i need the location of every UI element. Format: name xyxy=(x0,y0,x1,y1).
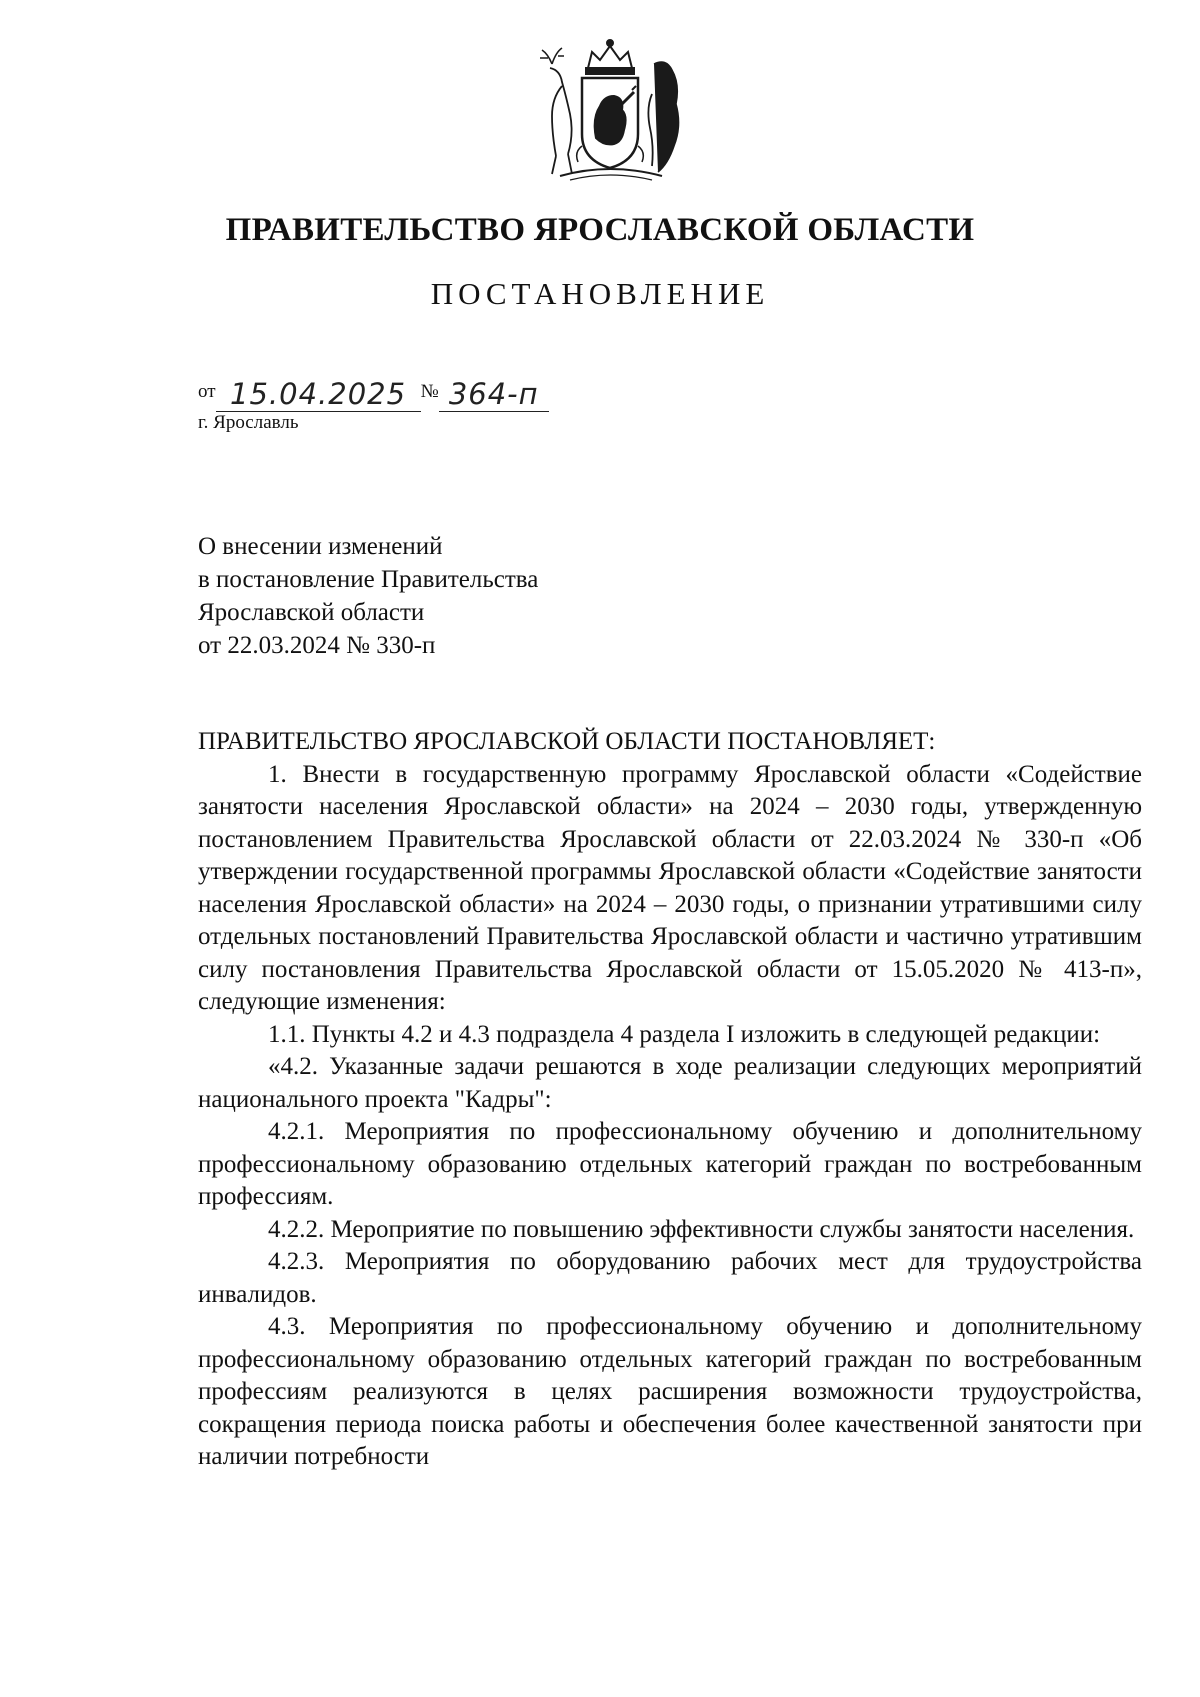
paragraph-1-1: 1.1. Пункты 4.2 и 4.3 подраздела 4 раздела I изложить в следующей редакции: xyxy=(268,1020,1101,1048)
document-body xyxy=(198,726,1142,1474)
paragraph-4-2-3: 4.2.3. Мероприятия по оборудованию рабочих мест для трудоустройства инвалидов. xyxy=(198,1248,1142,1308)
resolution-lead: ПРАВИТЕЛЬСТВО ЯРОСЛАВСКОЙ ОБЛАСТИ ПОСТАНОВЛЯЕТ: xyxy=(198,728,936,755)
coat-of-arms-icon xyxy=(530,34,690,186)
paragraph-4-2-2: 4.2.2. Мероприятие по повышению эффективности службы занятости населения. xyxy=(268,1215,1135,1243)
handwritten-date: 15.04.2025 xyxy=(216,377,421,412)
subject-line: от 22.03.2024 № 330-п xyxy=(198,632,436,659)
city: г. Ярославль xyxy=(198,412,299,433)
paragraph-4-2-1: 4.2.1. Мероприятия по профессиональному обучению и дополнительному профессиональному образованию отдельных категорий граждан по востребованным профессиям. xyxy=(198,1118,1142,1210)
paragraph-4-2: «4.2. Указанные задачи решаются в ходе реализации следующих мероприятий национального проекта "Кадры": xyxy=(198,1053,1142,1113)
government-title: ПРАВИТЕЛЬСТВО ЯРОСЛАВСКОЙ ОБЛАСТИ xyxy=(225,212,975,248)
handwritten-number: 364-п xyxy=(439,377,549,412)
paragraph-4-3: 4.3. Мероприятия по профессиональному обучению и дополнительному профессиональному образованию отдельных категорий граждан по востребованным профессиям реализуются в целях расширения возможности трудоустройства, сокращения периода поиска работы и обеспечения более качественной занятости при наличии потребности xyxy=(198,1313,1142,1470)
subject-line: в постановление Правительства xyxy=(198,566,539,593)
subject-line: Ярославской области xyxy=(198,599,425,626)
date-number-line xyxy=(198,372,598,412)
date-prefix: от xyxy=(198,381,216,402)
paragraph-1: 1. Внести в государственную программу Ярославской области «Содействие занятости населения Ярославской области» на 2024 – 2030 годы, утвержденную постановлением Правительства Ярославской области от 22.03.2024 № 330-п «Об утверждении государственной программы Ярославской области «Содействие занятости населения Ярославской области» на 2024 – 2030 годы, о признании утратившими силу отдельных постановлений Правительства Ярославской области и частично утратившим силу постановления Правительства Ярославской области от 15.05.2020 № 413-п», следующие изменения: xyxy=(198,760,1142,1015)
document-type: ПОСТАНОВЛЕНИЕ xyxy=(430,276,770,311)
number-prefix: № xyxy=(420,381,439,402)
document-subject xyxy=(198,530,538,662)
subject-line: О внесении изменений xyxy=(198,533,443,560)
